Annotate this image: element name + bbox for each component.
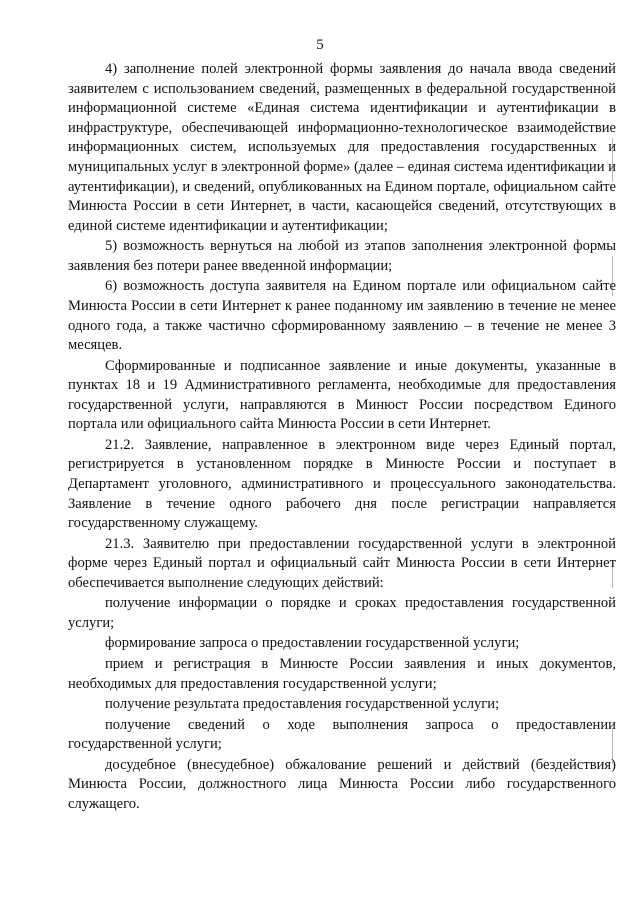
action-item: получение результата предоставления государственной услуги; (105, 696, 500, 713)
action-item: досудебное (внесудебное) обжалование решений и действий (бездействия) Минюста России, должностного лица Минюста России либо государственного служащего. (68, 756, 616, 812)
paragraph-item-5: 5) возможность вернуться на любой из этапов заполнения электронной формы заявления без потери ранее введенной информации; (68, 238, 616, 274)
page-number: 5 (316, 37, 324, 53)
paragraph-item-4: 4) заполнение полей электронной формы заявления до начала ввода сведений заявителем с использованием сведений, размещенных в федеральной государственной информационной системе «Единая система идентификации и аутентификации в инфраструктуре, обеспечивающей информационно-технологическое взаимодействие информационных систем, используемых для предоставления государственных и муниципальных услуг в электронной форме» (далее – единая система идентификации и аутентификации), и сведений, опубликованных на Едином портале, официальном сайте Минюста России в сети Интернет, в части, касающейся сведений, отсутствующих в единой системе идентификации и аутентификации; (68, 61, 616, 234)
action-item: формирование запроса о предоставлении государственной услуги; (105, 635, 520, 652)
document-body (68, 60, 616, 815)
paragraph-21-2: 21.2. Заявление, направленное в электронном виде через Единый портал, регистрируется в установленном порядке в Минюсте России и поступает в Департамент уголовного, административного и процессуального законодательства. Заявление в течение одного рабочего дня после регистрации направляется государственному служащему. (68, 436, 616, 532)
action-item: получение информации о порядке и сроках предоставления государственной услуги; (68, 595, 616, 631)
paragraph-21-3: 21.3. Заявителю при предоставлении государственной услуги в электронной форме через Единый портал и официальный сайт Минюста России в сети Интернет обеспечивается выполнение следующих действий: (68, 535, 616, 591)
paragraph-item-6: 6) возможность доступа заявителя на Едином портале или официальном сайте Минюста России в сети Интернет к ранее поданному им заявлению в течение не менее одного года, а также частично сформированному заявлению – в течение не менее 3 месяцев. (68, 278, 616, 354)
action-item: прием и регистрация в Минюсте России заявления и иных документов, необходимых для предоставления государственной услуги; (68, 655, 616, 692)
paragraph-submission: Сформированные и подписанное заявление и иные документы, указанные в пунктах 18 и 19 Административного регламента, необходимые для предоставления государственной услуги, направляются в Минюст России посредством Единого портала или официального сайта Минюста России в сети Интернет. (68, 357, 616, 433)
action-item: получение сведений о ходе выполнения запроса о предоставлении государственной услуги; (68, 716, 616, 753)
